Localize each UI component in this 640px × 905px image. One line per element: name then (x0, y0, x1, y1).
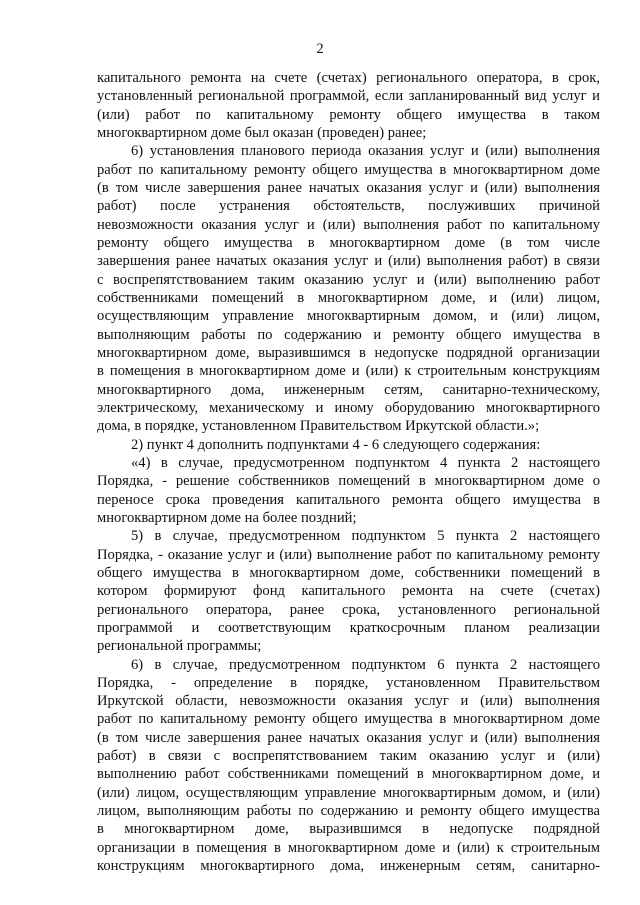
text-line: многоквартирном доме, выразившимся в недопуске подрядной организации (97, 344, 600, 361)
text-line: завершения ранее начатых оказания услуг и (или) выполнения работ) в связи (97, 253, 600, 270)
text-line: многоквартирном доме на более поздний; (97, 509, 357, 526)
text-line: ремонту общего имущества в многоквартирном доме (в том числе (97, 234, 600, 251)
text-line: невозможности оказания услуг и (или) выполнения работ по капитальному (97, 216, 600, 233)
text-line: 6) установления планового периода оказания услуг и (или) выполнения (131, 143, 600, 160)
text-line: многоквартирного дома, инженерным сетям, санитарно-техническому, (97, 381, 600, 398)
text-line: работ) в связи с воспрепятствованием таким оказанию услуг и (или) (97, 748, 600, 765)
text-line: осуществляющим управление многоквартирным домом, и (или) лицом, (97, 308, 600, 325)
text-line: 5) в случае, предусмотренном подпунктом 5 пункта 2 настоящего (131, 528, 600, 545)
text-line: собственниками помещений в многоквартирном доме, и (или) лицом, (97, 289, 600, 306)
text-line: работ) после устранения обстоятельств, послуживших причиной (97, 198, 600, 215)
text-line: работ по капитальному ремонту общего имущества в многоквартирном доме (97, 711, 600, 728)
text-line: в многоквартирном доме, выразившимся в недопуске подрядной (97, 821, 600, 838)
text-line: Порядка, - оказание услуг и (или) выполнение работ по капитальному ремонту (97, 546, 600, 563)
text-line: конструкциям многоквартирного дома, инженерным сетям, санитарно- (97, 858, 600, 875)
text-line: (или) работ по капитальному ремонту общего имущества в таком (97, 106, 600, 123)
text-line: региональной программы; (97, 638, 262, 655)
text-line: регионального оператора, ранее срока, установленного региональной (97, 601, 600, 618)
text-line: программой и соответствующим краткосрочным планом реализации (97, 619, 600, 636)
text-line: электрическому, механическому и иному оборудованию многоквартирного (97, 399, 600, 416)
text-line: (или) лицом, осуществляющим управление многоквартирным домом, и (или) (97, 784, 600, 801)
text-line: (в том числе завершения ранее начатых оказания услуг и (или) выполнения (97, 729, 600, 746)
text-line: установленный региональной программой, если запланированный вид услуг и (97, 88, 600, 105)
text-line: с воспрепятствованием таким оказанию услуг и (или) выполнению работ (97, 271, 600, 288)
text-line: организации в помещения в многоквартирном доме и (или) к строительным (97, 839, 600, 856)
text-line: Иркутской области, невозможности оказания услуг и (или) выполнения (97, 693, 600, 710)
text-line: 2) пункт 4 дополнить подпунктами 4 - 6 следующего содержания: (131, 436, 541, 453)
text-line: многоквартирном доме был оказан (проведен) ранее; (97, 124, 427, 141)
text-line: выполняющим работы по содержанию и ремонту общего имущества в (97, 326, 600, 343)
text-line: котором формируют фонд капитального ремонта на счете (счетах) (97, 583, 600, 600)
text-line: Порядка, - определение в порядке, установленном Правительством (97, 674, 600, 691)
text-line: капитального ремонта на счете (счетах) регионального оператора, в срок, (97, 70, 600, 86)
text-line: 6) в случае, предусмотренном подпунктом 6 пункта 2 настоящего (131, 656, 600, 673)
text-line: Порядка, - решение собственников помещений в многоквартирном доме о (97, 473, 600, 490)
text-line: дома, в порядке, установленном Правительством Иркутской области.»; (97, 418, 540, 435)
text-line: выполнению работ собственниками помещений в многоквартирном доме, и (97, 766, 600, 783)
text-line: лицом, выполняющим работы по содержанию и ремонту общего имущества (97, 803, 600, 820)
text-line: переносе срока проведения капитального ремонта общего имущества в (97, 491, 600, 508)
text-line: общего имущества в многоквартирном доме, собственники помещений в (97, 564, 600, 581)
text-line: в помещения в многоквартирном доме и (или) к строительным конструкциям (97, 363, 600, 380)
document-body (97, 69, 600, 875)
page-number: 2 (316, 41, 324, 57)
text-line: (в том числе завершения ранее начатых оказания услуг и (или) выполнения (97, 179, 600, 196)
text-line: работ по капитальному ремонту общего имущества в многоквартирном доме (97, 161, 600, 178)
text-line: «4) в случае, предусмотренном подпунктом 4 пункта 2 настоящего (131, 454, 600, 471)
